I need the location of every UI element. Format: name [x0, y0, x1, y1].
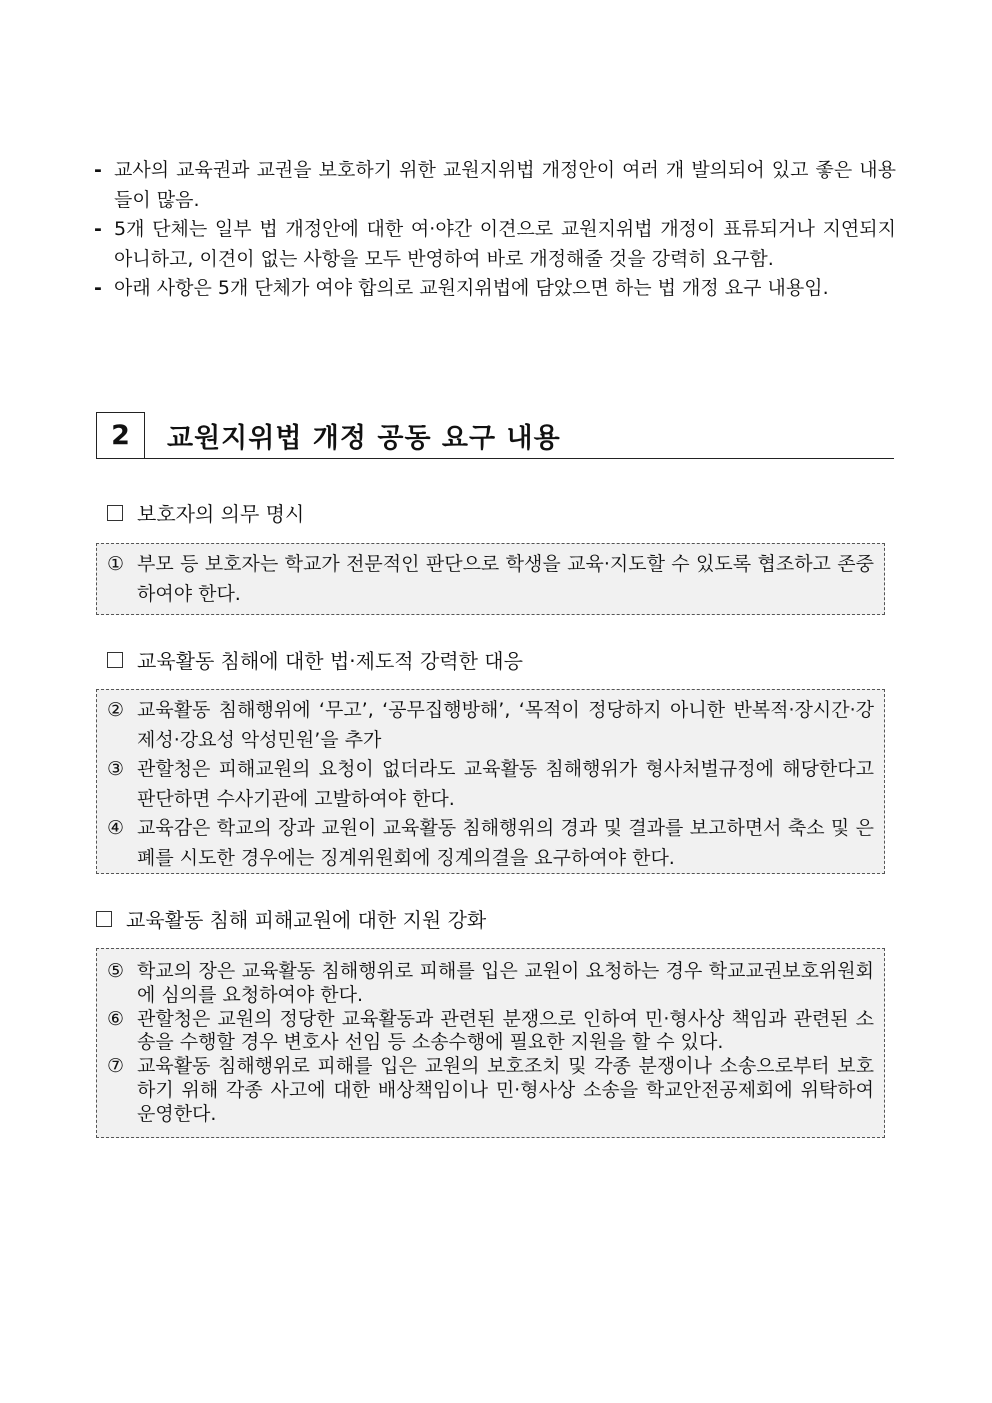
- requirement-item: [107, 1055, 874, 1126]
- bullet-text: 5개 단체는 일부 법 개정안에 대한 여·야간 이견으로 교원지위법 개정이 표류되거나 지연되지 아니하고, 이견이 없는 사항을 모두 반영하여 바로 개정해줄 것을 강력히 요구함.: [114, 218, 896, 270]
- section-header: [96, 412, 894, 459]
- item-number: ④: [107, 817, 125, 839]
- requirement-item: [107, 960, 874, 1008]
- requirement-box: [96, 689, 885, 874]
- intro-bullet: [94, 215, 896, 274]
- checkbox-square-icon: [107, 505, 123, 521]
- checkbox-square-icon: [96, 911, 112, 927]
- item-text: 부모 등 보호자는 학교가 전문적인 판단으로 학생을 교육·지도할 수 있도록 협조하고 존중하여야 한다.: [137, 553, 874, 605]
- requirement-box: [96, 948, 885, 1138]
- item-number: ⑤: [107, 960, 125, 982]
- bullet-dash: -: [94, 159, 102, 181]
- requirement-box: [96, 543, 885, 615]
- intro-bullet: [94, 156, 896, 215]
- bullet-text: 아래 사항은 5개 단체가 여야 합의로 교원지위법에 담았으면 하는 법 개정 요구 내용임.: [114, 277, 829, 299]
- requirement-item: [107, 550, 874, 609]
- item-text: 교육활동 침해행위에 ‘무고’, ‘공무집행방해’, ‘목적이 정당하지 아니한 반복적·장시간·강제성·강요성 악성민원’을 추가: [137, 699, 874, 751]
- group-heading: [107, 498, 304, 527]
- group-heading-text: 교육활동 침해 피해교원에 대한 지원 강화: [126, 908, 487, 932]
- requirement-item: [107, 814, 874, 873]
- group-heading-text: 교육활동 침해에 대한 법·제도적 강력한 대응: [137, 649, 523, 673]
- requirement-item: [107, 755, 874, 814]
- item-number: ②: [107, 699, 125, 721]
- item-text: 교육감은 학교의 장과 교원이 교육활동 침해행위의 경과 및 결과를 보고하면서 축소 및 은폐를 시도한 경우에는 징계위원회에 징계의결을 요구하여야 한다.: [137, 817, 874, 869]
- requirement-item: [107, 1008, 874, 1056]
- group-heading-text: 보호자의 의무 명시: [137, 502, 305, 526]
- intro-bullet: [94, 274, 896, 304]
- bullet-dash: -: [94, 218, 102, 240]
- item-text: 관할청은 피해교원의 요청이 없더라도 교육활동 침해행위가 형사처벌규정에 해당한다고 판단하면 수사기관에 고발하여야 한다.: [137, 758, 874, 810]
- item-number: ⑦: [107, 1055, 125, 1078]
- section-number: 2: [96, 412, 145, 458]
- item-text: 학교의 장은 교육활동 침해행위로 피해를 입은 교원이 요청하는 경우 학교교권보호위원회에 심의를 요청하여야 한다.: [137, 960, 874, 1006]
- group-heading: [107, 645, 523, 674]
- item-number: ①: [107, 553, 125, 575]
- checkbox-square-icon: [107, 652, 123, 668]
- requirement-item: [107, 696, 874, 755]
- bullet-text: 교사의 교육권과 교권을 보호하기 위한 교원지위법 개정안이 여러 개 발의되어 있고 좋은 내용들이 많음.: [114, 159, 896, 211]
- item-number: ⑥: [107, 1007, 125, 1030]
- section-title: 교원지위법 개정 공동 요구 내용: [167, 422, 561, 454]
- group-heading: [96, 904, 486, 933]
- bullet-dash: -: [94, 277, 102, 299]
- item-text: 교육활동 침해행위로 피해를 입은 교원의 보호조치 및 각종 분쟁이나 소송으로부터 보호하기 위해 각종 사고에 대한 배상책임이나 민·형사상 소송을 학교안전공제회에 위탁하여 운영한다.: [137, 1055, 874, 1125]
- item-number: ③: [107, 758, 125, 780]
- intro-bullet-list: [94, 156, 896, 304]
- item-text: 관할청은 교원의 정당한 교육활동과 관련된 분쟁으로 인하여 민·형사상 책임과 관련된 소송을 수행할 경우 변호사 선임 등 소송수행에 필요한 지원을 할 수 있다.: [137, 1007, 874, 1054]
